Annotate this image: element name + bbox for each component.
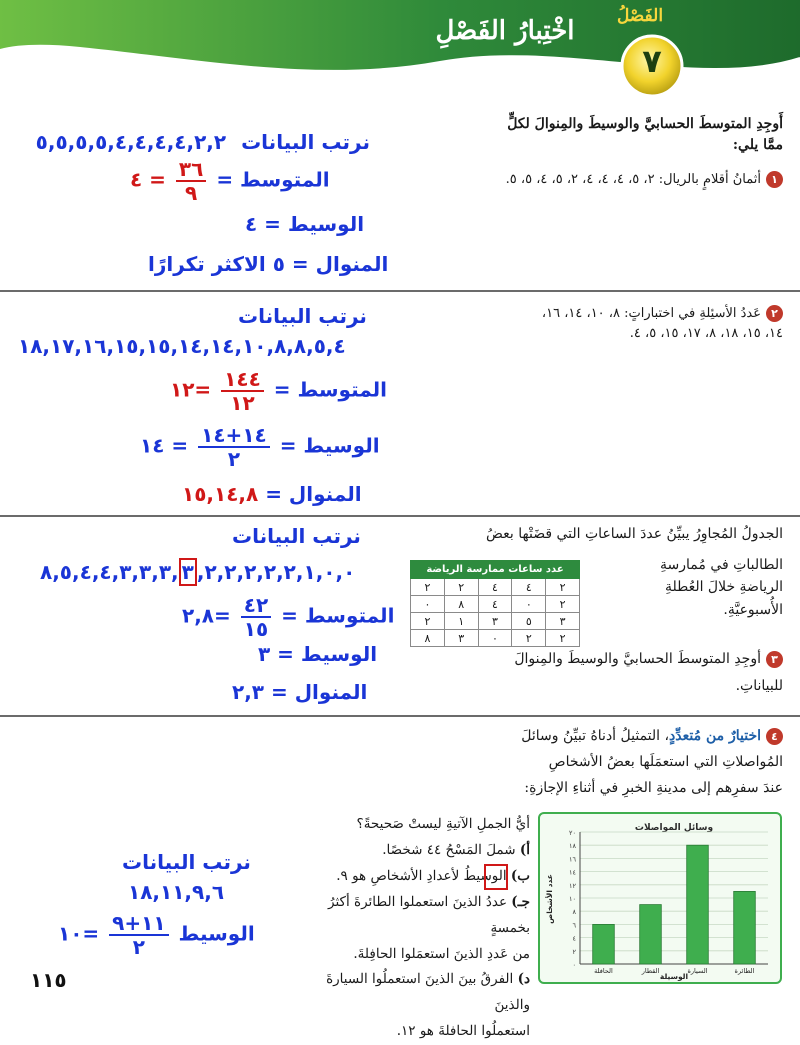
mean-denominator: ١٥: [243, 617, 269, 641]
header-banner: [0, 0, 800, 110]
median-denominator: ٢: [227, 447, 241, 471]
y-tick-label: ٦: [572, 921, 576, 930]
q2-mode: [182, 482, 362, 506]
table-row: [411, 579, 580, 596]
question-4-line-2: المُواصلاتِ التي استعمَلَها بعضُ الأشخاصِ: [548, 753, 783, 770]
sorted-data: [40, 560, 355, 584]
mean-fraction: [221, 368, 264, 414]
table-cell: ٢: [546, 596, 580, 613]
y-tick-label: ٤: [572, 934, 576, 943]
median-numerator: ١٤+١٤: [198, 424, 270, 448]
q3-mode: المنوال = ٢,٣: [232, 680, 368, 704]
option-d[interactable]: [290, 967, 530, 1019]
chapter-header: [0, 0, 800, 110]
median-result: = ١٤: [140, 433, 189, 458]
q1-answer: [20, 130, 370, 154]
sorted-data: ٥,٥,٥,٥,٤,٤,٤,٤,٢,٢: [35, 130, 227, 154]
median-denominator: ٢: [132, 935, 145, 959]
question-4-title: اختيارٌ من مُتعدِّدٍ: [669, 728, 761, 744]
sort-label: نرتب البيانات: [241, 130, 370, 154]
bar: [734, 891, 756, 964]
option-text: من عَددِ الذينَ استعمَلوا الحافِلةَ.: [353, 945, 530, 962]
y-tick-label: ١٢: [569, 881, 576, 890]
option-key: أ): [519, 841, 530, 858]
mean-label: المتوسط =: [273, 377, 388, 402]
option-key: جـ): [511, 893, 530, 910]
option-text: الفرقُ بينَ الذينَ استعملُوا السيارةَ والذينَ: [326, 971, 530, 1014]
y-tick-label: ١٤: [569, 868, 576, 877]
mean-numerator: ٣٦: [176, 158, 206, 182]
page-number: ١١٥: [30, 968, 67, 992]
bar: [640, 905, 662, 964]
q3-median: الوسيط = ٣: [258, 642, 378, 666]
separator: [0, 515, 800, 517]
x-axis-label: الوسيلة: [659, 972, 689, 981]
selected-answer-box: [484, 864, 508, 890]
table-cell: ٠: [411, 596, 445, 613]
y-tick-label: ١٠: [569, 895, 576, 903]
sort-label: نرتب البيانات: [238, 304, 367, 328]
mean-result: = ٤: [130, 167, 166, 192]
question-number-badge: ٢: [766, 305, 783, 322]
chapter-label: الفَصْلُ: [616, 6, 664, 26]
median-label: الوسيط: [178, 921, 255, 946]
question-4: ٤اختيارٌ من مُتعدِّدٍ، التمثيلُ أدناهُ تبيِّنُ وسائلَ المُواصلاتِ التي استعمَلَها بعضُ الأشخاصِ عندَ سفرِهم إلى مدينةِ الخبرِ في أثناءِ الإجازةِ:: [420, 724, 783, 802]
question-number-badge: ٤: [766, 728, 783, 745]
mean-fraction: [176, 158, 206, 204]
table-row: [411, 596, 580, 613]
y-tick-label: ٨: [572, 908, 576, 917]
sorted-data: ١٨,١٧,١٦,١٥,١٥,١٤,١٤,١٠,٨,٨,٥,٤: [18, 334, 346, 358]
question-4-line-1: التمثيلُ أدناهُ تبيِّنُ وسائلَ: [521, 728, 661, 744]
option-c[interactable]: [290, 890, 530, 942]
option-text: استعملُوا الحافلةَ هو ١٢.: [396, 1023, 530, 1040]
table-header: عدد ساعات ممارسة الرياضة: [411, 561, 580, 579]
mean-denominator: ٩: [185, 181, 198, 205]
sort-label: نرتب البيانات: [232, 524, 361, 548]
separator: [0, 290, 800, 292]
mean-fraction: [241, 594, 271, 640]
median-numerator: ١١+٩: [109, 912, 168, 936]
question-number-badge: ١: [766, 171, 783, 188]
q1-mean: [130, 158, 330, 204]
table-cell: ٥: [512, 613, 546, 630]
y-tick-label: ٠: [572, 961, 576, 969]
q1-mode: المنوال = ٥ الاكثر تكرارًا: [148, 252, 389, 276]
sorted-data-part: ٨,٥,٤,٤,٣,٣,٣,: [40, 560, 179, 584]
option-c-continued: [290, 942, 530, 968]
question-number-badge: ٣: [766, 651, 783, 668]
mean-label: المتوسط =: [216, 167, 330, 192]
question-3-desc-line-2: الطالباتِ في مُمارسةِ: [660, 557, 783, 573]
table-cell: ٤: [478, 596, 512, 613]
x-tick-label: الطائرة: [734, 967, 755, 975]
question-4-prompt: أيُّ الجملِ الآتيةِ ليستْ صَحيحةً؟: [356, 816, 530, 832]
mode-value: ١٥,١٤,٨: [182, 482, 259, 506]
option-text: شملَ المَسْحُ ٤٤ شخصًا.: [382, 841, 516, 858]
table-cell: ٠: [512, 596, 546, 613]
question-2-line-2: ١٤، ١٥، ١٨، ٨، ١٧، ١٥، ٥، ٤.: [629, 325, 783, 341]
mean-denominator: ١٢: [230, 391, 255, 415]
mean-numerator: ١٤٤: [221, 368, 264, 392]
table-cell: ٢: [546, 630, 580, 647]
bar-chart: [540, 814, 780, 982]
question-3-desc-line-4: الأُسبوعيَّةِ.: [723, 601, 783, 618]
x-tick-label: السيارة: [687, 967, 708, 975]
question-3-task-line-1: أوجِدِ المتوسطَ الحسابيَّ والوسيطَ والمِنوالَ: [514, 651, 761, 667]
mean-label: المتوسط =: [281, 603, 395, 628]
sorted-data: ١٨,١١,٩,٦: [128, 880, 225, 904]
y-tick-label: ٢٠: [569, 829, 576, 837]
question-3-task-line-2: للبياناتِ.: [735, 677, 783, 694]
sorted-data-part: ,٢,٢,٢,٢,٢,١,٠,٠: [196, 560, 356, 584]
question-3-desc-line-1: الجدولُ المُجاوِرُ يبيِّنُ عددَ الساعاتِ التي قضَتْها بعضُ: [486, 526, 783, 542]
question-1: [360, 170, 783, 190]
q2-mean: [170, 368, 387, 414]
table-cell: ٣: [444, 630, 478, 647]
chapter-number: ٧: [642, 42, 662, 80]
table-cell: ٤: [478, 579, 512, 596]
table-row: [411, 630, 580, 647]
table-cell: ٢: [512, 630, 546, 647]
question-1-text: أثمانُ أقلامٍ بالريال: ٢، ٥، ٤، ٤، ٤، ٢، ٥، ٤، ٥، ٥.: [505, 172, 761, 187]
sort-label: نرتب البيانات: [122, 850, 251, 874]
chart-title: وسائل المواصلات: [634, 823, 714, 833]
intro-line-2: ممَّا يلي:: [732, 137, 783, 153]
table-cell: ٢: [411, 613, 445, 630]
intro-line-1: أَوجِدِ المتوسطَ الحسابيَّ والوسيطَ والمِنوالَ لكلٍّ: [507, 116, 783, 132]
question-4-options: [290, 812, 530, 1045]
mean-result: =٢,٨: [182, 603, 231, 628]
mean-numerator: ٤٢: [241, 594, 271, 618]
question-2: [380, 304, 783, 343]
median-label: الوسيط =: [279, 433, 380, 458]
x-tick-label: القطار: [641, 967, 660, 975]
bar: [687, 845, 709, 964]
q3-mean: [182, 594, 394, 640]
question-2-line-1: عَددُ الأسئِلةِ في اختباراتٍ: ٨، ١٠، ١٤، ١٦،: [541, 306, 761, 321]
option-text: الوسيطُ لأعدادِ الأشخاصِ هو ٩.: [336, 867, 507, 884]
hours-table: [410, 560, 580, 647]
y-tick-label: ٢: [572, 947, 576, 956]
table-cell: ٢: [546, 579, 580, 596]
table-cell: ٤: [512, 579, 546, 596]
mean-result: =١٢: [170, 377, 212, 402]
table-cell: ٣: [546, 613, 580, 630]
y-tick-label: ١٨: [569, 842, 576, 851]
mode-label: المنوال =: [265, 482, 362, 506]
question-3-task: [405, 646, 783, 699]
page-title: اخْتِبارُ الفَصْلِ: [435, 16, 575, 46]
question-4-line-3: عندَ سفرِهم إلى مدينةِ الخبرِ في أثناءِ الإجازةِ:: [524, 779, 783, 796]
intro-text: [405, 114, 783, 156]
median-result: =١٠: [58, 921, 100, 946]
option-d-continued: [290, 1019, 530, 1045]
table-cell: ٢: [444, 579, 478, 596]
x-tick-label: الحافلة: [594, 967, 613, 975]
q1-median: الوسيط = ٤: [245, 212, 365, 236]
option-key: د): [517, 971, 530, 988]
question-3-description-cont: [590, 554, 783, 621]
table-cell: ٠: [478, 630, 512, 647]
median-fraction: [198, 424, 270, 470]
bar: [593, 924, 615, 964]
table-cell: ١: [444, 613, 478, 630]
option-a[interactable]: [290, 838, 530, 864]
table-row: [411, 613, 580, 630]
option-key: ب): [510, 867, 530, 884]
y-axis-label: عدد الأشخاص: [545, 874, 554, 924]
question-3-desc-line-3: الرياضةِ خلالَ العُطلةِ: [664, 579, 783, 596]
median-highlight: ٣: [179, 558, 197, 586]
separator: [0, 715, 800, 717]
table-cell: ٨: [444, 596, 478, 613]
q4-median: [58, 912, 255, 958]
table-cell: ٨: [411, 630, 445, 647]
table-cell: ٣: [478, 613, 512, 630]
transport-chart: [538, 812, 782, 984]
table-cell: ٢: [411, 579, 445, 596]
q2-median: [140, 424, 380, 470]
median-fraction: [109, 912, 168, 958]
y-tick-label: ١٦: [569, 855, 576, 864]
question-3-description: [405, 524, 783, 545]
option-text: عددُ الذينَ استعملوا الطائرةَ أكثرُ بخمسةٍ: [328, 893, 530, 936]
